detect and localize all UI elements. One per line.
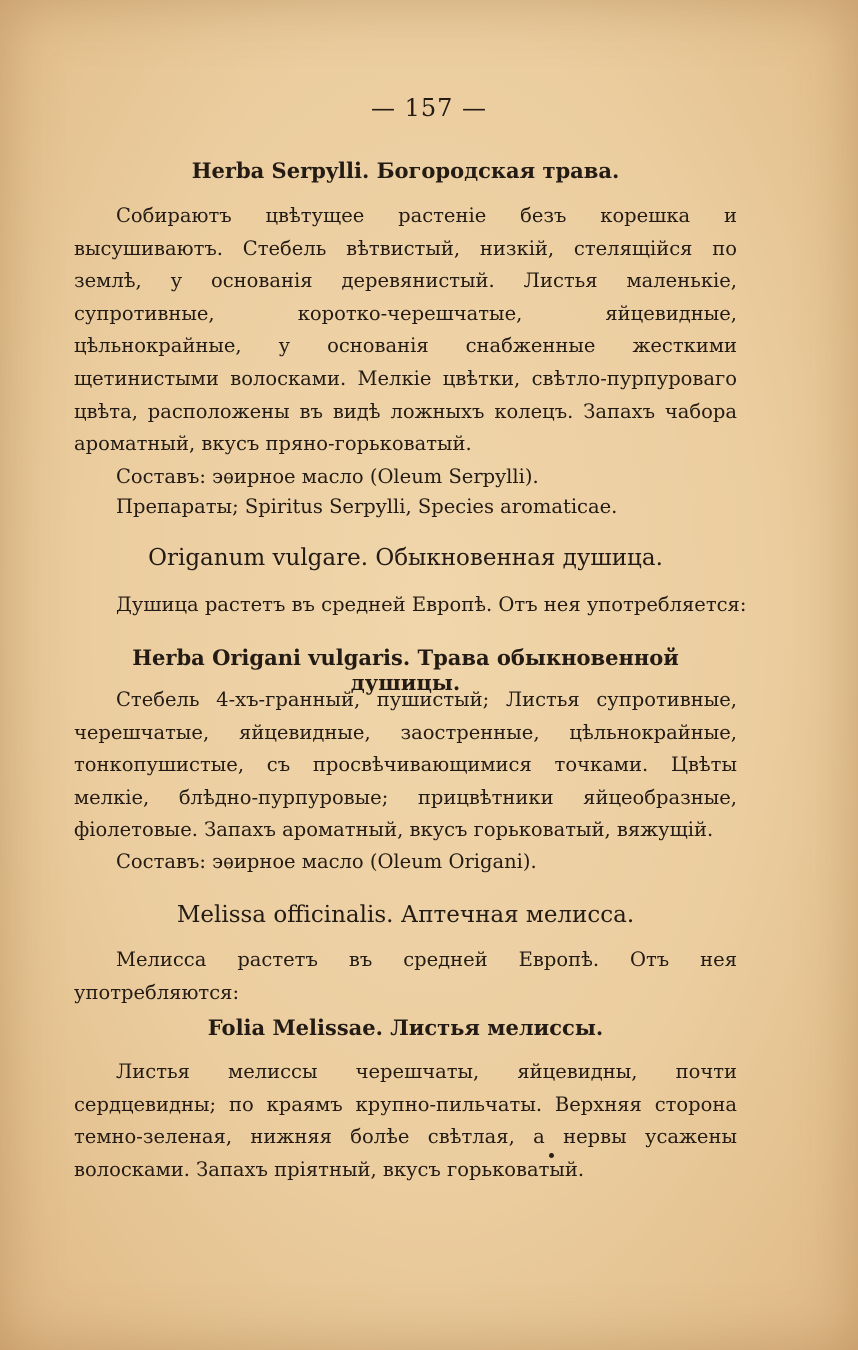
- melissa-description: Листья мелиссы черешчаты, яйцевидны, почти сердцевидны; по краямъ крупно-пильчаты. Верхняя сторона темно-зеленая, нижняя болѣе свѣтлая, а нервы усажены волосками. Запахъ пріятный, вкусъ горьковатый.: [74, 1060, 737, 1181]
- melissa-subheading: Folia Melissae. Листья мелиссы.: [207, 1015, 604, 1040]
- origanum-composition: Составъ: эѳирное масло (Oleum Origani).: [116, 850, 537, 873]
- serpyllum-composition: Составъ: эѳирное масло (Oleum Serpylli).: [116, 465, 539, 488]
- melissa-heading: Melissa officinalis. Аптечная мелисса.: [176, 902, 635, 928]
- origanum-heading: Origanum vulgare. Обыкновенная душица.: [148, 545, 663, 571]
- origanum-description: Стебель 4-хъ-гранный, пушистый; Листья супротивные, черешчатые, яйцевидные, заостренные, цѣльнокрайные, тонкопушистые, съ просвѣчивающимися точками. Цвѣты мелкіе, блѣдно-пурпуровые; прицвѣтники яйцеобразные, фіолетовые. Запахъ ароматный, вкусъ горьковатый, вяжущій.: [74, 688, 737, 842]
- melissa-intro: Мелисса растетъ въ средней Европѣ. Отъ нея употребляются:: [74, 948, 737, 1004]
- serpyllum-description: Собираютъ цвѣтущее растеніе безъ корешка и высушиваютъ. Стебель вѣтвистый, низкій, стелящійся по землѣ, у основанія деревянистый. Листья маленькіе, супротивные, коротко-черешчатые, яйцевидные, цѣльнокрайные, у основанія снабженные жесткими щетинистыми волосками. Мелкіе цвѣтки, свѣтло-пурпуроваго цвѣта, расположены въ видѣ ложныхъ колецъ. Запахъ чабора ароматный, вкусъ пряно-горьковатый.: [74, 204, 737, 456]
- serpyllum-preparations: Препараты; Spiritus Serpylli, Species aromaticae.: [116, 495, 618, 518]
- origanum-intro: Душица растетъ въ средней Европѣ. Отъ нея употребляется:: [116, 593, 747, 616]
- serpyllum-heading: Herba Serpylli. Богородская трава.: [191, 158, 620, 183]
- page-number: — 157 —: [370, 94, 488, 122]
- ink-speck: [549, 1153, 554, 1158]
- origanum-subheading: Herba Origani vulgaris. Трава обыкновенной душицы.: [132, 645, 679, 695]
